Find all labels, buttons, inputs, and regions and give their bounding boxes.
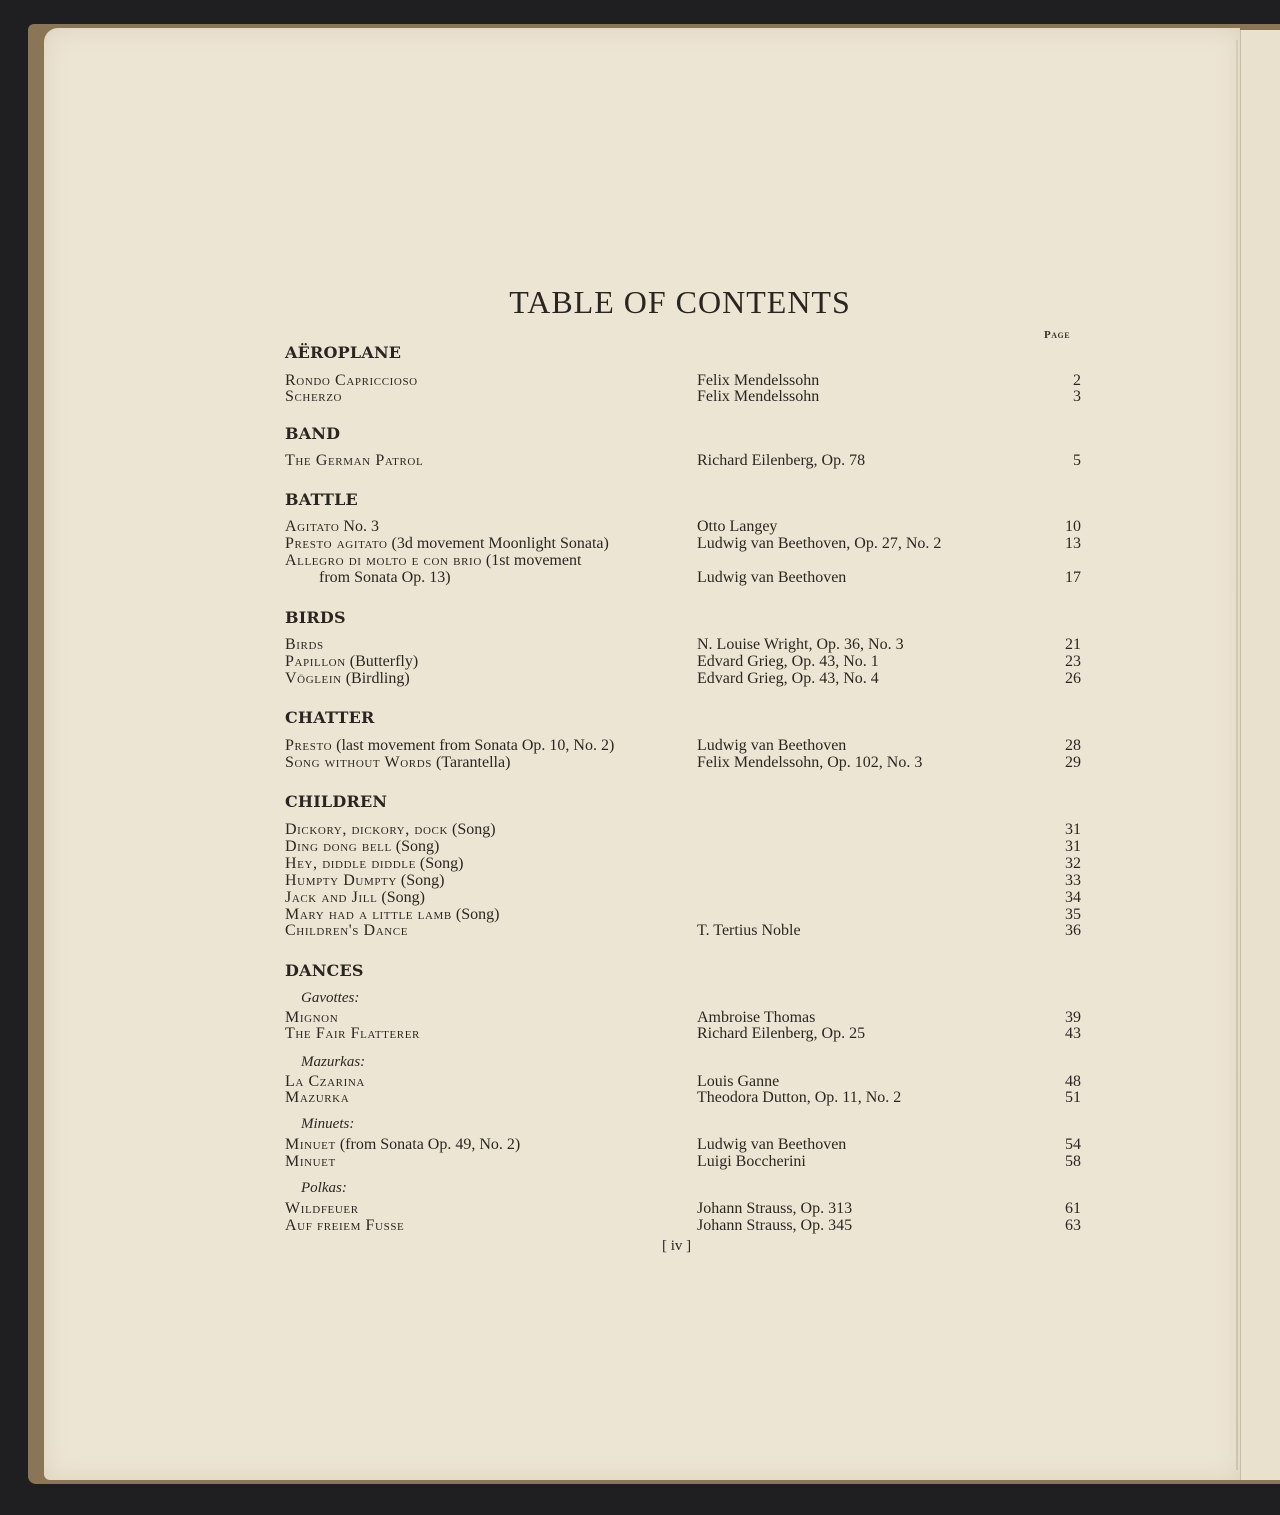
toc-entry — [285, 1089, 1081, 1106]
entry-title: Minuet — [285, 1136, 336, 1153]
section-heading-battle: BATTLE — [285, 490, 358, 509]
entry-title: Birds — [285, 636, 324, 653]
subsection-label-minuets: Minuets: — [301, 1116, 355, 1132]
entry-page: 35 — [1065, 906, 1081, 923]
entry-page: 36 — [1065, 922, 1081, 939]
entry-title: Mazurka — [285, 1089, 350, 1106]
entry-title: Vöglein — [285, 670, 342, 687]
entry-composer: Felix Mendelssohn — [697, 388, 820, 405]
entry-page: 39 — [1065, 1009, 1081, 1026]
section-heading-birds: BIRDS — [285, 608, 346, 627]
toc-entry — [285, 535, 1081, 552]
toc-entry — [285, 754, 1081, 771]
subsection-label-polkas: Polkas: — [301, 1180, 347, 1196]
entry-title: Agitato — [285, 518, 340, 535]
toc-entry — [285, 653, 1081, 670]
page-folio: [ iv ] — [662, 1238, 692, 1254]
entry-composer: Edvard Grieg, Op. 43, No. 4 — [697, 670, 879, 687]
entry-title: Auf freiem Fusse — [285, 1217, 405, 1234]
entry-page: 13 — [1065, 535, 1081, 552]
entry-title: Rondo Capriccioso — [285, 372, 418, 389]
toc-entry — [285, 452, 1081, 469]
entry-composer: Ludwig van Beethoven, Op. 27, No. 2 — [697, 535, 942, 552]
entry-title-rest: (3d movement Moonlight Sonata) — [387, 535, 609, 552]
toc-entry — [285, 1200, 1081, 1217]
entry-title-rest: (Butterfly) — [345, 653, 419, 670]
entry-page: 3 — [1073, 388, 1081, 405]
entry-page: 26 — [1065, 670, 1081, 687]
toc-entry — [285, 838, 1081, 855]
entry-title: Mignon — [285, 1009, 339, 1026]
entry-title-continuation: from Sonata Op. 13) — [319, 569, 451, 586]
entry-title: Presto — [285, 737, 333, 754]
subsection-label-mazurkas: Mazurkas: — [301, 1054, 366, 1070]
entry-page: 48 — [1065, 1073, 1081, 1090]
entry-title-rest: (Song) — [396, 872, 445, 889]
entry-page: 10 — [1065, 518, 1081, 535]
entry-composer: Louis Ganne — [697, 1073, 780, 1090]
toc-entry — [285, 1073, 1081, 1090]
entry-title: Allegro di molto e con brio — [285, 552, 482, 569]
toc-entry — [285, 889, 1081, 906]
toc-entry — [285, 906, 1081, 923]
entry-composer: Felix Mendelssohn, Op. 102, No. 3 — [697, 754, 923, 771]
entry-title: Minuet — [285, 1153, 336, 1170]
entry-title-rest: (Song) — [415, 855, 464, 872]
section-heading-children: CHILDREN — [285, 792, 388, 811]
entry-page: 28 — [1065, 737, 1081, 754]
entry-composer: Richard Eilenberg, Op. 78 — [697, 452, 866, 469]
entry-composer: Edvard Grieg, Op. 43, No. 1 — [697, 653, 879, 670]
entry-page: 29 — [1065, 754, 1081, 771]
entry-title: Mary had a little lamb — [285, 906, 452, 923]
toc-entry — [285, 372, 1081, 389]
entry-title-rest: (Song) — [448, 821, 496, 838]
entry-composer: Johann Strauss, Op. 345 — [697, 1217, 853, 1234]
toc-entry — [285, 737, 1081, 754]
entry-title: Dickory, dickory, dock — [285, 821, 448, 838]
toc-entry — [285, 922, 1081, 939]
entry-page: 43 — [1065, 1025, 1081, 1042]
section-heading-aeroplane: AËROPLANE — [285, 343, 402, 362]
entry-title: Papillon — [285, 653, 346, 670]
toc-entry-continuation — [285, 569, 1081, 586]
entry-page: 54 — [1065, 1136, 1081, 1153]
entry-composer: Richard Eilenberg, Op. 25 — [697, 1025, 866, 1042]
entry-title-rest: No. 3 — [339, 518, 379, 535]
entry-title-rest: (from Sonata Op. 49, No. 2) — [335, 1136, 521, 1153]
toc-entry — [285, 855, 1081, 872]
entry-page: 21 — [1065, 636, 1081, 653]
section-heading-chatter: CHATTER — [285, 708, 375, 727]
entry-title-rest: (Birdling) — [341, 670, 410, 687]
entry-title-rest: (Song) — [377, 889, 425, 906]
entry-title-rest: (last movement from Sonata Op. 10, No. 2) — [332, 737, 615, 754]
entry-title: Children's Dance — [285, 922, 409, 939]
toc-entry — [285, 1217, 1081, 1234]
entry-composer: T. Tertius Noble — [697, 922, 801, 939]
entry-title: Song without Words — [285, 754, 433, 771]
section-heading-band: BAND — [285, 424, 341, 443]
entry-title-rest: (Song) — [451, 906, 500, 923]
entry-title: The Fair Flatterer — [285, 1025, 420, 1042]
entry-composer: Ambroise Thomas — [697, 1009, 816, 1026]
entry-page: 34 — [1065, 889, 1081, 906]
entry-page: 31 — [1065, 838, 1081, 855]
entry-composer: Felix Mendelssohn — [697, 372, 820, 389]
toc-entry — [285, 518, 1081, 535]
toc-entry — [285, 821, 1081, 838]
entry-composer: Johann Strauss, Op. 313 — [697, 1200, 853, 1217]
toc-entry — [285, 388, 1081, 405]
toc-entry — [285, 636, 1081, 653]
entry-title-rest: (Song) — [391, 838, 440, 855]
entry-title: Hey, diddle diddle — [285, 855, 416, 872]
entry-composer: Otto Langey — [697, 518, 778, 535]
entry-page: 58 — [1065, 1153, 1081, 1170]
entry-page: 5 — [1073, 452, 1081, 469]
toc-entry — [285, 1025, 1081, 1042]
entry-composer: Ludwig van Beethoven — [697, 737, 847, 754]
entry-title: Wildfeuer — [285, 1200, 359, 1217]
toc-entry — [285, 1009, 1081, 1026]
entry-title: Presto agitato — [285, 535, 388, 552]
entry-page: 23 — [1065, 653, 1081, 670]
entry-page: 32 — [1065, 855, 1081, 872]
entry-page: 2 — [1073, 372, 1081, 389]
subsection-label-gavottes: Gavottes: — [301, 990, 360, 1006]
entry-title: La Czarina — [285, 1073, 365, 1090]
toc-entry — [285, 552, 1081, 569]
section-heading-dances: DANCES — [285, 961, 364, 980]
entry-composer: Theodora Dutton, Op. 11, No. 2 — [697, 1089, 902, 1106]
entry-page: 63 — [1065, 1217, 1081, 1234]
entry-title-rest: (1st movement — [481, 552, 582, 569]
entry-composer: Ludwig van Beethoven — [697, 569, 847, 586]
page-column-header: Page — [1044, 329, 1071, 341]
entry-title: Jack and Jill — [285, 889, 378, 906]
entry-page: 31 — [1065, 821, 1081, 838]
entry-title: Ding dong bell — [285, 838, 392, 855]
entry-title: The German Patrol — [285, 452, 424, 469]
entry-page: 17 — [1065, 569, 1081, 586]
entry-title-rest: (Tarantella) — [432, 754, 511, 771]
entry-page: 61 — [1065, 1200, 1081, 1217]
toc-entry — [285, 1136, 1081, 1153]
entry-page: 33 — [1065, 872, 1081, 889]
entry-title: Scherzo — [285, 388, 343, 405]
toc-entry — [285, 1153, 1081, 1170]
toc-entry — [285, 670, 1081, 687]
entry-title: Humpty Dumpty — [285, 872, 397, 889]
entry-page: 51 — [1065, 1089, 1081, 1106]
entry-composer: Ludwig van Beethoven — [697, 1136, 847, 1153]
toc-entry — [285, 872, 1081, 889]
entry-composer: Luigi Boccherini — [697, 1153, 806, 1170]
page-title: TABLE OF CONTENTS — [509, 284, 851, 320]
entry-composer: N. Louise Wright, Op. 36, No. 3 — [697, 636, 904, 653]
